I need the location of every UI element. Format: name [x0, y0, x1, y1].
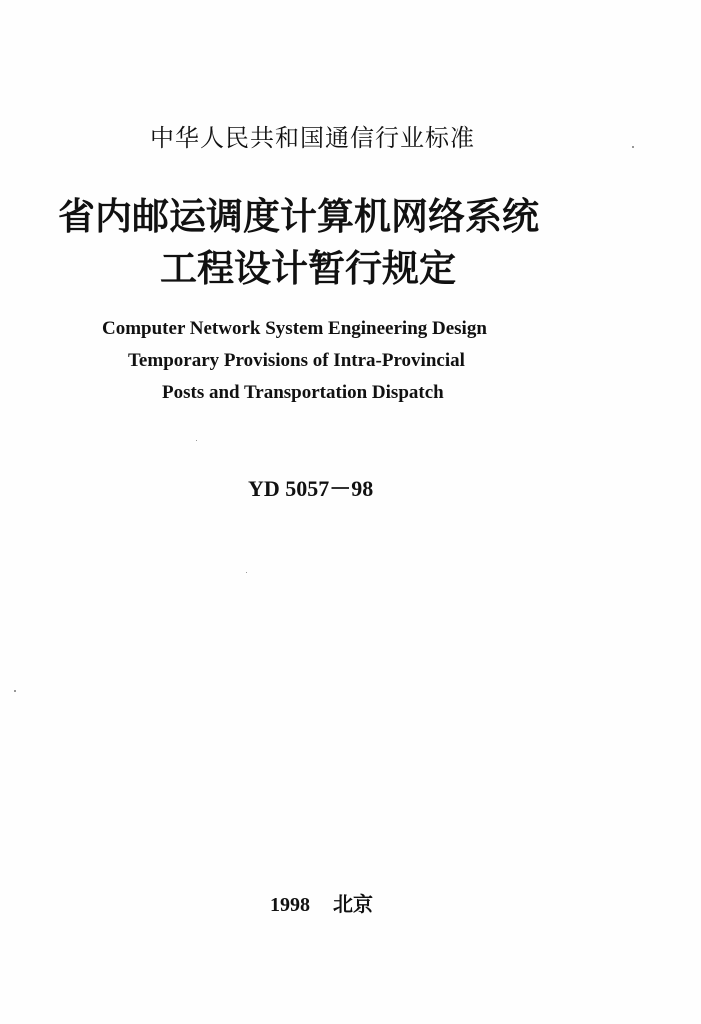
standard-label: 中华人民共和国通信行业标准 [150, 124, 475, 152]
title-en-line1: Computer Network System Engineering Design [102, 318, 487, 339]
standard-code: YD 5057－98 [248, 476, 374, 501]
scan-speck [196, 440, 197, 441]
publication-year: 1998 [270, 894, 310, 916]
title-en-line3: Posts and Transportation Dispatch [162, 382, 444, 403]
scan-speck [14, 690, 16, 692]
scan-speck [632, 146, 634, 148]
scan-speck [246, 572, 247, 573]
publication-city: 北京 [333, 894, 373, 916]
title-en-line2: Temporary Provisions of Intra-Provincial [128, 350, 465, 371]
title-cn-line1: 省内邮运调度计算机网络系统 [58, 194, 539, 238]
title-cn-line2: 工程设计暂行规定 [160, 246, 456, 290]
publication-footer [270, 888, 373, 917]
